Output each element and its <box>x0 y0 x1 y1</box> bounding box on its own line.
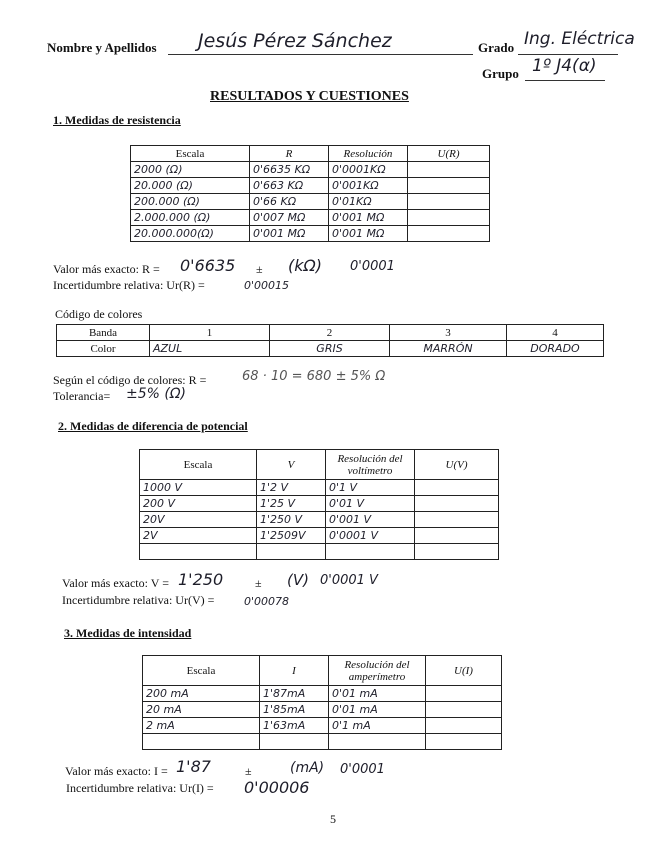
color-code-title: Código de colores <box>55 307 143 321</box>
cell <box>426 718 502 734</box>
col-resolucion: Resolución del amperímetro <box>329 656 426 686</box>
page-title: RESULTADOS Y CUESTIONES <box>210 89 409 104</box>
tol-value: ±5% (Ω) <box>126 386 187 402</box>
tol-label: Tolerancia= <box>53 389 111 403</box>
cell <box>326 544 415 560</box>
col-r: R <box>250 146 329 162</box>
cell: DORADO <box>507 341 604 357</box>
cell: 0'001 V <box>326 512 415 528</box>
cell <box>415 512 499 528</box>
v-exact-value: 1'250 <box>178 570 224 589</box>
table-row <box>140 512 499 528</box>
table-row <box>131 162 490 178</box>
r-pm: ± <box>256 262 263 276</box>
resistance-table <box>130 145 490 242</box>
cell: 1'2 V <box>257 480 326 496</box>
cell: 0'1 mA <box>329 718 426 734</box>
table-row <box>131 226 490 242</box>
name-value: Jesús Pérez Sánchez <box>198 30 392 52</box>
cell <box>408 226 490 242</box>
cell: 200 mA <box>143 686 260 702</box>
cell: 1'87mA <box>260 686 329 702</box>
cell <box>415 528 499 544</box>
cell: MARRÓN <box>390 341 507 357</box>
i-exact-label: Valor más exacto: I = <box>65 764 168 778</box>
table-row <box>143 718 502 734</box>
r-rel-label: Incertidumbre relativa: Ur(R) = <box>53 278 205 292</box>
table-row <box>140 480 499 496</box>
section1-heading: 1. Medidas de resistencia <box>53 113 181 127</box>
cell: 2 mA <box>143 718 260 734</box>
cell: Banda <box>57 325 150 341</box>
col-ur: U(R) <box>408 146 490 162</box>
i-rel-label: Incertidumbre relativa: Ur(I) = <box>66 781 214 795</box>
cell: 200.000 (Ω) <box>131 194 250 210</box>
cell: 20 mA <box>143 702 260 718</box>
cell: 20.000.000(Ω) <box>131 226 250 242</box>
cell: 4 <box>507 325 604 341</box>
code-label: Según el código de colores: R = <box>53 373 207 387</box>
cell: Color <box>57 341 150 357</box>
cell: 0'001 MΩ <box>250 226 329 242</box>
col-uv: U(V) <box>415 450 499 480</box>
cell: 1 <box>150 325 270 341</box>
cell: 0'001 MΩ <box>329 226 408 242</box>
v-pm: ± <box>255 576 262 590</box>
table-row <box>140 544 499 560</box>
cell: 0'6635 KΩ <box>250 162 329 178</box>
cell <box>408 210 490 226</box>
cell <box>426 702 502 718</box>
i-rel-value: 0'00006 <box>244 778 310 797</box>
col-v: V <box>257 450 326 480</box>
name-label: Nombre y Apellidos <box>47 40 157 55</box>
cell: 0'663 KΩ <box>250 178 329 194</box>
grado-label: Grado <box>478 40 515 55</box>
cell: 20.000 (Ω) <box>131 178 250 194</box>
v-rel-value: 0'00078 <box>244 595 290 608</box>
cell <box>143 734 260 750</box>
page-number: 5 <box>330 812 336 826</box>
cell: 0'01 V <box>326 496 415 512</box>
cell: 1'2509V <box>257 528 326 544</box>
col-resolucion: Resolución <box>329 146 408 162</box>
table-row <box>143 686 502 702</box>
voltage-table <box>139 449 499 560</box>
cell <box>426 734 502 750</box>
col-escala: Escala <box>131 146 250 162</box>
cell: 2 <box>270 325 390 341</box>
table-row <box>140 528 499 544</box>
cell <box>408 162 490 178</box>
table-row <box>143 702 502 718</box>
v-unit: (V) <box>287 571 309 589</box>
table-row <box>131 210 490 226</box>
cell: 0'001KΩ <box>329 178 408 194</box>
i-exact-value: 1'87 <box>176 757 211 776</box>
i-unit: (mA) <box>290 760 325 776</box>
cell: 0'1 V <box>326 480 415 496</box>
col-i: I <box>260 656 329 686</box>
cell: 1'250 V <box>257 512 326 528</box>
col-ui: U(I) <box>426 656 502 686</box>
cell: 2.000.000 (Ω) <box>131 210 250 226</box>
cell: 1000 V <box>140 480 257 496</box>
cell: 1'25 V <box>257 496 326 512</box>
col-resolucion: Resolución del voltímetro <box>326 450 415 480</box>
r-uncert: 0'0001 <box>350 259 395 274</box>
cell: AZUL <box>150 341 270 357</box>
cell <box>415 496 499 512</box>
table-row <box>143 734 502 750</box>
i-uncert: 0'0001 <box>340 762 385 777</box>
col-escala: Escala <box>143 656 260 686</box>
table-row <box>140 496 499 512</box>
v-rel-label: Incertidumbre relativa: Ur(V) = <box>62 593 215 607</box>
grado-value: Ing. Eléctrica <box>524 29 635 49</box>
section3-heading: 3. Medidas de intensidad <box>64 626 192 640</box>
cell: 3 <box>390 325 507 341</box>
cell <box>408 194 490 210</box>
cell <box>329 734 426 750</box>
grupo-value: 1º J4(α) <box>532 56 597 76</box>
color-code-table <box>56 324 604 357</box>
cell <box>415 480 499 496</box>
table-row <box>131 194 490 210</box>
cell: 1'85mA <box>260 702 329 718</box>
section2-heading: 2. Medidas de diferencia de potencial <box>58 419 248 433</box>
cell: 2000 (Ω) <box>131 162 250 178</box>
cell: 2V <box>140 528 257 544</box>
cell <box>415 544 499 560</box>
cell: 0'01 mA <box>329 686 426 702</box>
cell: 0'0001 V <box>326 528 415 544</box>
r-exact-label: Valor más exacto: R = <box>53 262 160 276</box>
col-escala: Escala <box>140 450 257 480</box>
r-rel-value: 0'00015 <box>244 279 290 292</box>
r-unit: (kΩ) <box>288 256 322 275</box>
r-exact-value: 0'6635 <box>180 256 236 275</box>
v-exact-label: Valor más exacto: V = <box>62 576 169 590</box>
cell: 0'007 MΩ <box>250 210 329 226</box>
cell <box>140 544 257 560</box>
cell: 200 V <box>140 496 257 512</box>
cell: 0'001 MΩ <box>329 210 408 226</box>
cell: 0'66 KΩ <box>250 194 329 210</box>
i-pm: ± <box>245 764 252 778</box>
cell: 20V <box>140 512 257 528</box>
grupo-label: Grupo <box>482 66 519 81</box>
cell: GRIS <box>270 341 390 357</box>
cell: 1'63mA <box>260 718 329 734</box>
cell <box>257 544 326 560</box>
cell <box>260 734 329 750</box>
table-row <box>131 178 490 194</box>
current-table <box>142 655 502 750</box>
cell: 0'01 mA <box>329 702 426 718</box>
cell: 0'0001KΩ <box>329 162 408 178</box>
cell: 0'01KΩ <box>329 194 408 210</box>
cell <box>408 178 490 194</box>
v-uncert: 0'0001 V <box>320 573 378 588</box>
code-value: 68 · 10 = 680 ± 5% Ω <box>242 369 386 384</box>
cell <box>426 686 502 702</box>
